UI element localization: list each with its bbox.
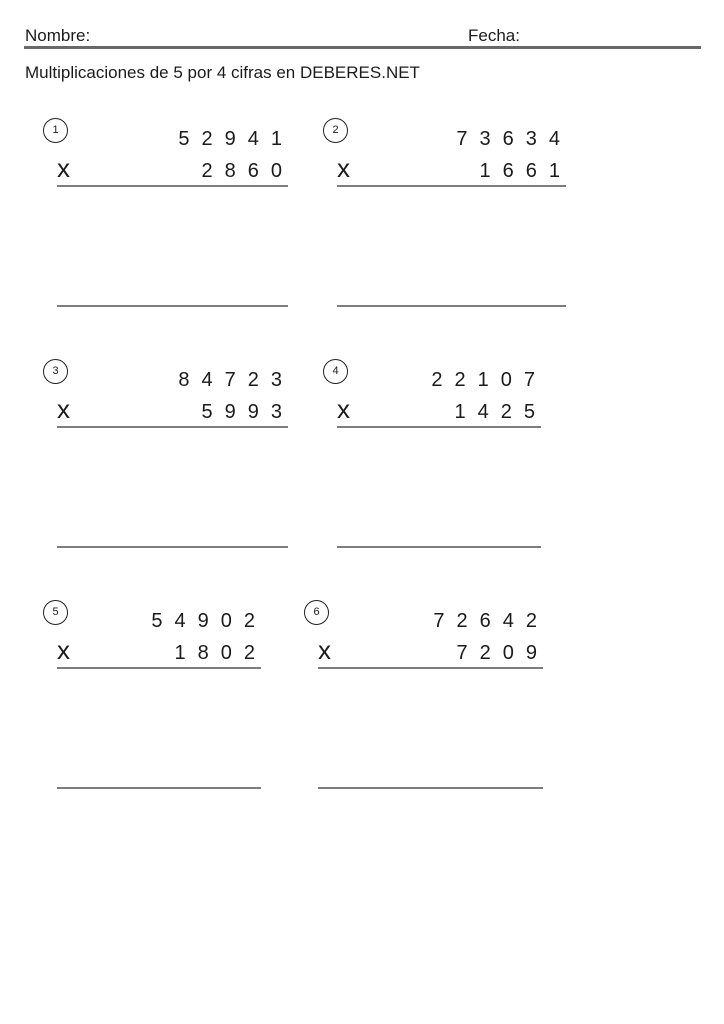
problem-3 [52,359,294,428]
name-label: Nombre: [25,26,91,45]
problem-number: 1 [52,124,59,136]
problem-number-badge [323,359,348,384]
multiplier-row [57,394,294,424]
multiplier-row [57,153,294,183]
multiply-sign: x [57,635,70,665]
worksheet-title: Multiplicaciones de 5 por 4 cifras en DEBERES.NET [25,63,420,82]
multiply-sign: x [337,394,350,424]
problem-number-badge [43,600,68,625]
multiplier: 1802 [174,642,267,664]
answer-line [337,305,566,307]
problem-6 [313,600,549,669]
multiplicand: 22107 [431,369,547,391]
multiplicand-row [57,125,294,154]
answer-line [337,546,541,548]
multiplicand: 84723 [178,369,294,391]
multiplicand-row [57,607,267,636]
problem-number: 6 [313,606,320,618]
multiplier: 1661 [479,160,572,182]
multiply-sign: x [57,153,70,183]
multiply-sign: x [318,635,331,665]
multiplicand-row [318,607,549,636]
multiplicand: 52941 [178,128,294,150]
problem-4 [332,359,547,428]
multiply-sign: x [57,394,70,424]
answer-line [57,305,288,307]
problem-number-badge [323,118,348,143]
problem-number: 4 [332,365,339,377]
multiplicand-row [337,125,572,154]
multiplicand: 54902 [151,610,267,632]
problem-1 [52,118,294,187]
date-label: Fecha: [468,26,520,45]
multiplicand: 73634 [456,128,572,150]
answer-line [57,787,261,789]
multiplier-row [57,635,267,665]
answer-line [318,787,543,789]
multiplier: 5993 [201,401,294,423]
multiplicand-row [57,366,294,395]
answer-line [57,546,288,548]
multiplier-row [337,153,572,183]
multiplier-row [337,394,547,424]
multiplier-row [318,635,549,665]
problem-number: 3 [52,365,59,377]
multiply-sign: x [337,153,350,183]
multiplicand-row [337,366,547,395]
multiplier: 2860 [201,160,294,182]
header-rule-line [24,46,701,49]
problem-number-badge [43,359,68,384]
problem-number-badge [304,600,329,625]
multiplicand: 72642 [433,610,549,632]
problem-number-badge [43,118,68,143]
problem-number: 5 [52,606,59,618]
problem-2 [332,118,572,187]
multiplier: 7209 [456,642,549,664]
multiplier: 1425 [454,401,547,423]
problem-number: 2 [332,124,339,136]
problem-5 [52,600,267,669]
